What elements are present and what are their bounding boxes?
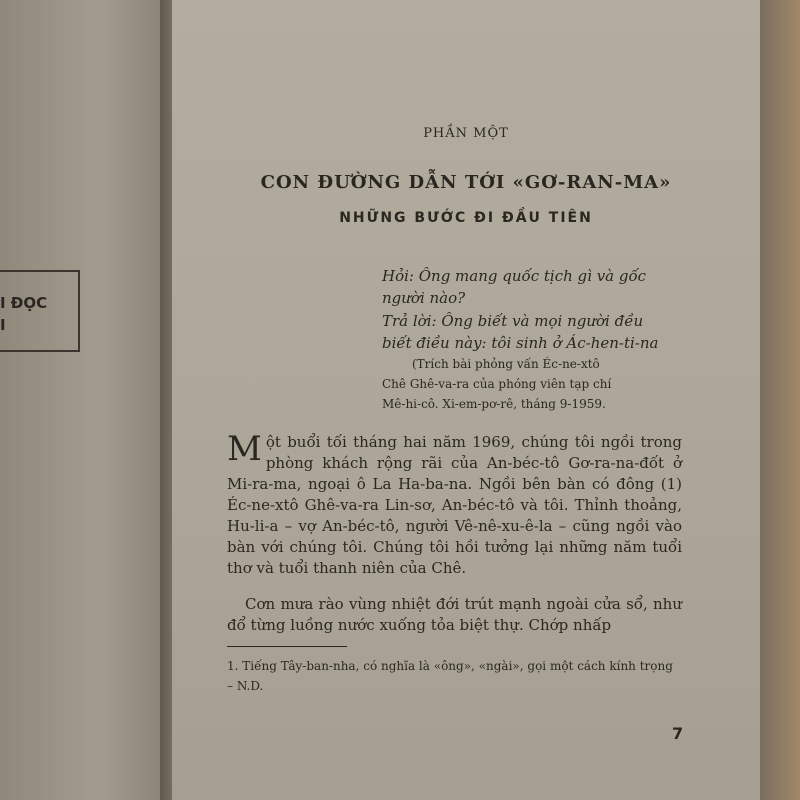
left-page-fragment-2: I [0,316,6,334]
chapter-title: CON ĐƯỜNG DẪN TỚI «GƠ-RAN-MA» [260,172,672,193]
left-page [0,0,168,800]
book-page-edges [760,0,800,800]
epigraph-line-2: người nào? [382,289,466,307]
epigraph-source-3: Mê-hi-cô. Xi-em-pơ-rê, tháng 9-1959. [382,397,606,411]
right-page [172,0,760,800]
paragraph-2: Cơn mưa rào vùng nhiệt đới trút mạnh ngoài cửa sổ, như đổ từng luồng nước xuống tỏa biệt thự. Chớp nhấp [227,595,682,634]
page-number: 7 [672,724,684,743]
chapter-subtitle: NHỮNG BƯỚC ĐI ĐẦU TIÊN [339,210,593,226]
epigraph-line-1: Hỏi: Ông mang quốc tịch gì và gốc [382,267,647,285]
left-page-fragment-1: I ĐỌC [0,294,48,312]
paragraph-1 [227,429,682,592]
epigraph-source-1: (Trích bài phỏng vấn Éc-ne-xtô [412,357,600,371]
footnote-rule [227,646,347,647]
epigraph-line-4: biết điều này: tôi sinh ở Ác-hen-ti-na [382,334,659,352]
epigraph-source-2: Chê Ghê-va-ra của phóng viên tạp chí [382,377,612,391]
part-heading: PHẦN MỘT [423,126,509,141]
footnote: 1. Tiếng Tây-ban-nha, có nghĩa là «ông», «ngài», gọi một cách kính trọng – N.D. [227,659,673,693]
paragraph-1-text: ột buổi tối tháng hai năm 1969, chúng tôi ngồi trong phòng khách rộng rãi của An-béc-tô Gơ-ra-na-đốt ở Mi-ra-ma, ngoại ô La Ha-ba-na. Ngồi bên bàn có đông (1) Éc-ne-xtô Ghê-va-ra Lin-sơ, An-béc-tô và tôi. Thỉnh thoảng, Hu-li-a – vợ An-béc-tô, người Vê-nê-xu-ê-la – cũng ngồi vào bàn với chúng tôi. Chúng tôi hồi tưởng lại những năm tuổi thơ và tuổi thanh niên của Chê. [227,433,682,577]
left-page-box [0,270,80,352]
epigraph-line-3: Trả lời: Ông biết và mọi người đều [382,312,644,330]
drop-cap: M [227,429,262,469]
